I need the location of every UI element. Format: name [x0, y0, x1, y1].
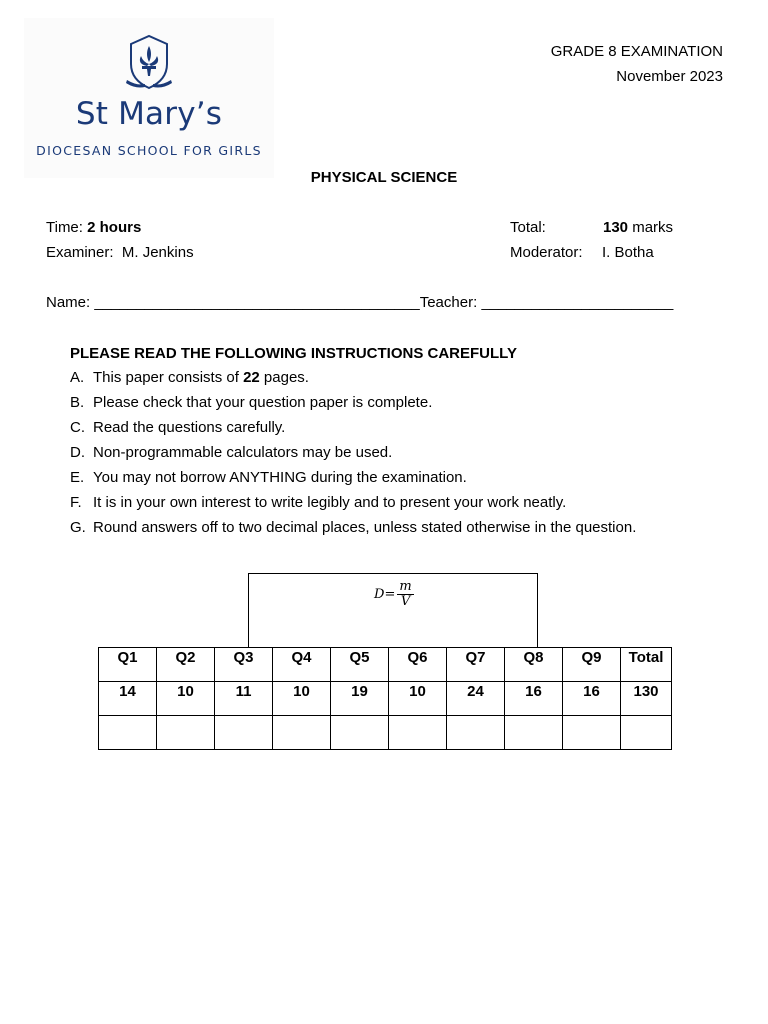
- instruction-item: [70, 394, 730, 419]
- table-header-cell: Q4: [273, 648, 331, 682]
- instruction-text-part: Non-programmable calculators may be used.: [93, 444, 393, 461]
- table-header-cell: Q8: [505, 648, 563, 682]
- total-unit: marks: [632, 219, 674, 236]
- instructions-list: [70, 369, 730, 544]
- formula-box: [248, 573, 538, 648]
- instruction-letter: G.: [70, 519, 86, 536]
- table-score-cell[interactable]: [447, 716, 505, 750]
- table-score-cell[interactable]: [563, 716, 621, 750]
- table-marks-cell: 10: [389, 682, 447, 716]
- moderator-label: Moderator:: [510, 244, 583, 261]
- mark-table: [98, 647, 672, 750]
- examiner-label: Examiner:: [46, 244, 114, 261]
- table-marks-cell: 16: [505, 682, 563, 716]
- table-score-cell[interactable]: [621, 716, 672, 750]
- instruction-text-part: pages.: [259, 369, 309, 386]
- table-marks-cell: 16: [563, 682, 621, 716]
- table-header-cell: Q5: [331, 648, 389, 682]
- instruction-item: [70, 369, 730, 394]
- formula-lhs: D: [374, 587, 385, 602]
- instruction-text: [93, 394, 432, 419]
- total-value: 130: [603, 219, 629, 236]
- table-row-marks: [99, 682, 672, 716]
- instruction-letter: B.: [70, 394, 85, 411]
- fleur-de-lis-crest-icon: [125, 34, 173, 92]
- time-value: 2 hours: [87, 219, 142, 236]
- formula-fraction: [397, 580, 413, 609]
- table-score-cell[interactable]: [273, 716, 331, 750]
- moderator-value: I. Botha: [602, 244, 654, 261]
- table-marks-cell: 11: [215, 682, 273, 716]
- instruction-text: [93, 469, 467, 494]
- table-score-cell[interactable]: [389, 716, 447, 750]
- instruction-item: [70, 494, 730, 519]
- instruction-letter: F.: [70, 494, 82, 511]
- instruction-item: [70, 519, 730, 544]
- table-header-cell: Q7: [447, 648, 505, 682]
- instruction-text-part: Please check that your question paper is complete.: [93, 394, 433, 411]
- instructions: [70, 345, 730, 544]
- table-marks-cell: 19: [331, 682, 389, 716]
- school-name: St Mary’s: [75, 96, 223, 132]
- table-score-cell[interactable]: [331, 716, 389, 750]
- formula-denominator: V: [400, 594, 411, 609]
- total-field: [603, 219, 673, 236]
- table-header-cell: Q6: [389, 648, 447, 682]
- examiner-field: [46, 244, 194, 261]
- time-label: Time:: [46, 219, 83, 236]
- instruction-text: [93, 369, 309, 394]
- formula-numerator: m: [399, 579, 412, 594]
- name-teacher-line: [46, 294, 673, 311]
- table-header-cell: Q1: [99, 648, 157, 682]
- table-score-cell[interactable]: [505, 716, 563, 750]
- instruction-text-part: It is in your own interest to write legibly and to present your work neatly.: [93, 494, 567, 511]
- exam-date: November 2023: [616, 68, 723, 85]
- name-field[interactable]: _______________________________________: [94, 294, 420, 311]
- table-header-cell: Q3: [215, 648, 273, 682]
- name-label: Name:: [46, 294, 91, 311]
- table-score-cell[interactable]: [157, 716, 215, 750]
- school-subtitle: DIOCESAN SCHOOL FOR GIRLS: [36, 143, 262, 158]
- density-formula: [374, 580, 414, 609]
- instruction-letter: D.: [70, 444, 85, 461]
- table-score-cell[interactable]: [99, 716, 157, 750]
- total-label: Total:: [510, 219, 546, 236]
- instruction-letter: C.: [70, 419, 85, 436]
- table-marks-cell: 24: [447, 682, 505, 716]
- subject-title: PHYSICAL SCIENCE: [310, 169, 458, 186]
- instruction-text: [93, 419, 285, 444]
- table-header-cell: Q2: [157, 648, 215, 682]
- table-marks-cell: 10: [157, 682, 215, 716]
- table-score-cell[interactable]: [215, 716, 273, 750]
- instruction-text-part: This paper consists of: [93, 369, 244, 386]
- instruction-text-part: You may not borrow ANYTHING during the examination.: [93, 469, 467, 486]
- instruction-letter: A.: [70, 369, 85, 386]
- instruction-text: [93, 519, 636, 544]
- teacher-label: Teacher:: [419, 294, 478, 311]
- examiner-value: M. Jenkins: [121, 244, 194, 261]
- instruction-item: [70, 444, 730, 469]
- instruction-item: [70, 419, 730, 444]
- table-row-scores: [99, 716, 672, 750]
- table-row-headers: [99, 648, 672, 682]
- exam-title: GRADE 8 EXAMINATION: [550, 43, 723, 60]
- table-marks-cell: 14: [99, 682, 157, 716]
- instruction-letter: E.: [70, 469, 85, 486]
- instruction-item: [70, 469, 730, 494]
- formula-equals: =: [384, 587, 396, 602]
- instruction-bold-part: 22: [243, 369, 260, 386]
- time-field: [46, 219, 141, 236]
- table-marks-cell: 10: [273, 682, 331, 716]
- instruction-text: [93, 444, 392, 469]
- instructions-title: PLEASE READ THE FOLLOWING INSTRUCTIONS CAREFULLY: [70, 345, 517, 362]
- teacher-field[interactable]: _______________________: [481, 294, 674, 311]
- table-header-cell: Total: [621, 648, 672, 682]
- instruction-text-part: Read the questions carefully.: [93, 419, 286, 436]
- instruction-text-part: Round answers off to two decimal places, unless stated otherwise in the question.: [93, 519, 637, 536]
- table-marks-cell: 130: [621, 682, 672, 716]
- school-logo: [24, 18, 274, 178]
- instruction-text: [93, 494, 566, 519]
- table-header-cell: Q9: [563, 648, 621, 682]
